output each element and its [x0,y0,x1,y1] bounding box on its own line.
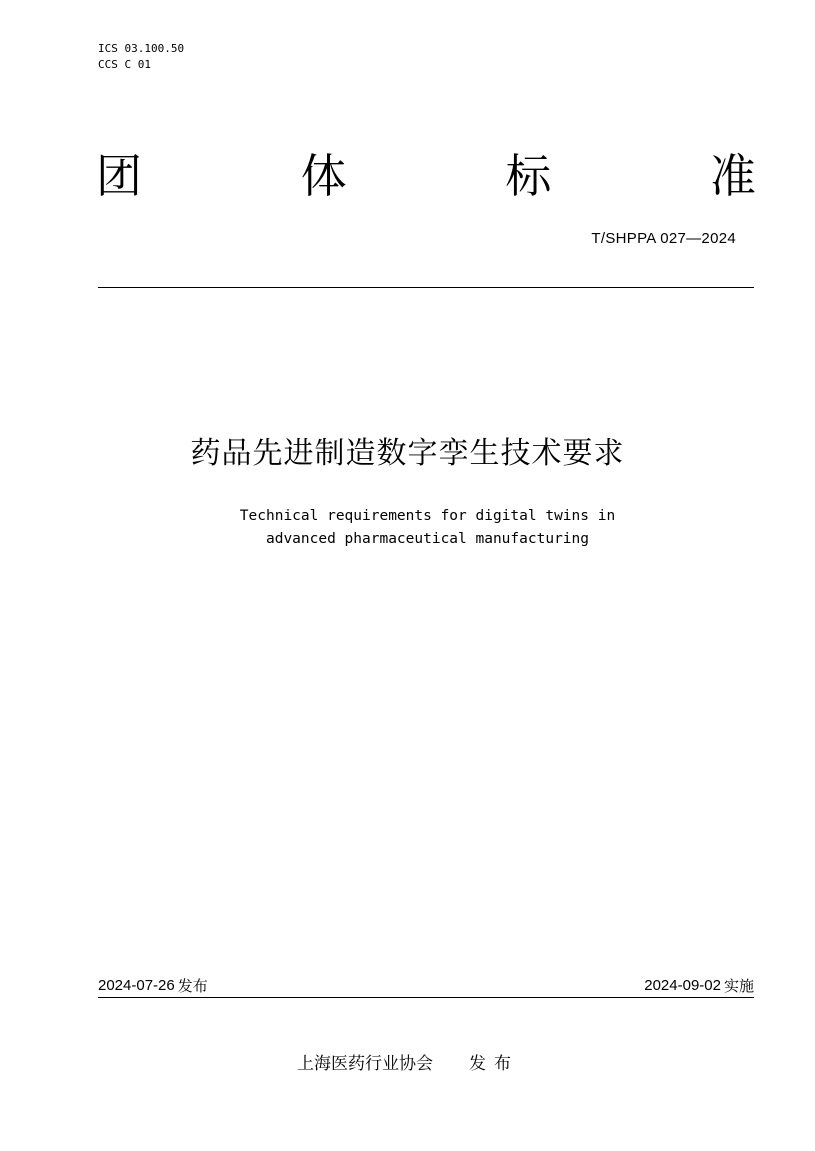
title-english-line: Technical requirements for digital twins in [239,508,616,524]
standard-type-char: 准 [709,149,756,203]
implement-date: 2024-09-02 [644,977,721,994]
implement-label: 实施 [723,977,754,995]
title-english [0,505,815,551]
title-english-line: advanced pharmaceutical manufacturing [265,531,589,547]
standard-type-char: 体 [300,149,347,203]
publisher-line [297,1052,519,1076]
standard-type-char: 标 [505,149,552,203]
date-row [98,975,754,997]
publisher-name: 上海医药行业协会 [297,1054,433,1074]
standard-number: T/SHPPA 027—2024 [591,230,736,247]
classification-codes [98,41,184,73]
title-chinese: 药品先进制造数字孪生技术要求 [190,436,625,471]
top-divider [98,287,754,288]
implement-date-group [644,975,754,997]
ccs-code: CCS C 01 [98,58,151,71]
ics-code: ICS 03.100.50 [98,42,185,55]
publisher-issue-label: 发布 [469,1054,519,1074]
standard-type-heading [96,148,756,204]
publish-date-group [98,975,208,997]
publish-label: 发布 [177,977,208,995]
publish-date: 2024-07-26 [98,977,175,994]
bottom-divider [98,997,754,998]
standard-type-char: 团 [96,149,142,203]
